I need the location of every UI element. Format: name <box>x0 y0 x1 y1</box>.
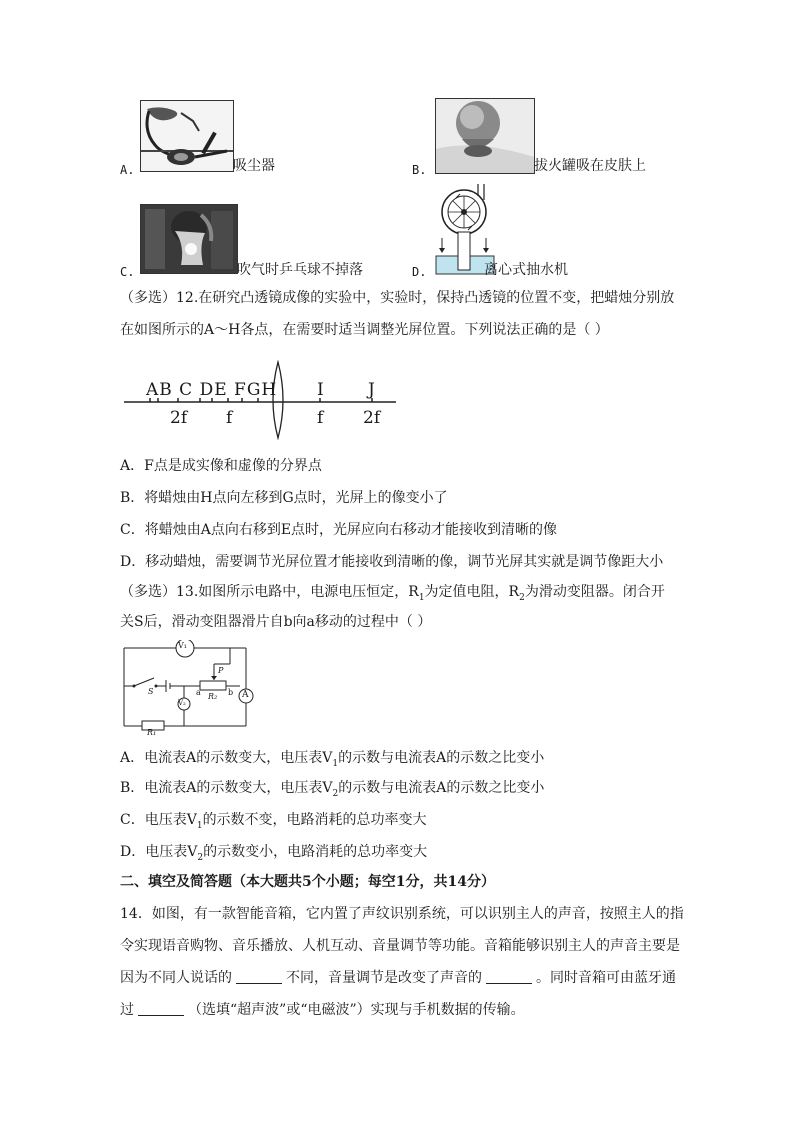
ammeter-label: A <box>242 690 249 700</box>
option-text: B．电流表A的示数变大，电压表V <box>120 780 333 796</box>
answer-blank[interactable] <box>138 1001 184 1016</box>
circuit-diagram <box>120 640 262 736</box>
q12-stem-line2: 在如图所示的A～H各点，在需要时适当调整光屏位置。下列说法正确的是（ ） <box>120 322 609 338</box>
question-prefix: （多选）12. <box>120 290 199 306</box>
option-letter: A. <box>120 163 135 177</box>
switch-label: S <box>148 687 154 696</box>
q14-line3 <box>120 962 676 994</box>
q12-option-b: B．将蜡烛由H点向左移到G点时，光屏上的像变小了 <box>120 490 448 506</box>
lens-point-j: J <box>368 380 375 400</box>
subscript: 2 <box>519 592 525 603</box>
q14-line2: 令实现语音购物、音乐播放、人机互动、音量调节等功能。音箱能够识别主人的声音主要是 <box>120 938 680 954</box>
cupping-jar-photo-icon <box>435 98 535 174</box>
question-stem: 在研究凸透镜成像的实验中，实验时，保持凸透镜的位置不变，把蜡烛分别放 <box>198 290 675 306</box>
voltmeter-v1-label: V₁ <box>178 641 187 650</box>
option-letter: B. <box>412 163 427 177</box>
question-prefix: （多选）13. <box>120 584 199 600</box>
option-letter: C. <box>120 265 135 279</box>
option-text: A．电流表A的示数变大，电压表V <box>120 750 333 766</box>
answer-blank[interactable] <box>236 969 282 984</box>
label-f-left: f <box>226 408 233 428</box>
option-text: 的示数与电流表A的示数之比变小 <box>338 780 545 796</box>
rheostat-r2-label: R₂ <box>208 692 218 701</box>
q14-line4 <box>120 994 525 1026</box>
option-caption: 吹气时乒乓球不掉落 <box>237 262 363 278</box>
question-stem-part: 如图所示电路中，电源电压恒定，R <box>198 584 419 600</box>
option-caption: 吸尘器 <box>233 158 275 174</box>
q12-option-a: A．F点是成实像和虚像的分界点 <box>120 458 322 474</box>
question-stem-part: 为定值电阻，R <box>424 584 520 600</box>
option-caption: 拔火罐吸在皮肤上 <box>534 158 646 174</box>
label-2f-left: 2f <box>170 408 188 428</box>
voltmeter-v2-label: V₂ <box>178 699 186 707</box>
q12-option-c: C．将蜡烛由A点向右移到E点时，光屏应向右移动才能接收到清晰的像 <box>120 522 558 538</box>
q13-stem-line2: 关S后，滑动变阻器滑片自b向a移动的过程中（ ） <box>120 614 432 630</box>
subscript: 2 <box>197 852 204 863</box>
option-text: 的示数不变，电路消耗的总功率变大 <box>202 812 427 828</box>
subscript: 1 <box>418 592 425 603</box>
text-part: 因为不同人说话的 <box>120 970 232 986</box>
lens-points-left: AB C DE FGH <box>146 380 278 400</box>
option-text: 的示数变小，电路消耗的总功率变大 <box>203 844 428 860</box>
label-f-right: f <box>317 408 324 428</box>
question-stem-part: 为滑动变阻器。闭合开 <box>524 584 665 600</box>
subscript: 2 <box>332 788 339 799</box>
option-text: D．电压表V <box>120 844 198 860</box>
ping-pong-funnel-photo-icon <box>140 204 238 274</box>
resistor-r1-label: R₁ <box>147 728 157 737</box>
option-letter: D. <box>412 265 427 279</box>
slider-label: P <box>218 666 224 675</box>
end-a-label: a <box>196 688 201 697</box>
section-heading: 二、填空及简答题（本大题共5个小题；每空1分，共14分） <box>120 874 495 890</box>
label-2f-right: 2f <box>363 408 381 428</box>
subscript: 1 <box>196 820 203 831</box>
q12-option-d: D．移动蜡烛，需要调节光屏位置才能接收到清晰的像，调节光屏其实就是调节像距大小 <box>120 554 664 570</box>
option-caption: 离心式抽水机 <box>484 262 568 278</box>
vacuum-cleaner-photo-icon <box>140 100 234 172</box>
text-part: （选填“超声波”或“电磁波”）实现与手机数据的传输。 <box>188 1002 525 1018</box>
lens-point-i: I <box>317 380 324 400</box>
subscript: 1 <box>332 758 339 769</box>
text-part: 过 <box>120 1002 134 1018</box>
text-part: 不同，音量调节是改变了声音的 <box>286 970 482 986</box>
option-text: C．电压表V <box>120 812 197 828</box>
end-b-label: b <box>228 688 234 697</box>
answer-blank[interactable] <box>486 969 532 984</box>
lens-axis-diagram <box>120 360 400 440</box>
option-text: 的示数与电流表A的示数之比变小 <box>338 750 545 766</box>
q12-stem-line1 <box>120 282 674 314</box>
text-part: 。同时音箱可由蓝牙通 <box>536 970 676 986</box>
q14-line1: 14．如图，有一款智能音箱，它内置了声纹识别系统，可以识别主人的声音，按照主人的指 <box>120 906 684 922</box>
